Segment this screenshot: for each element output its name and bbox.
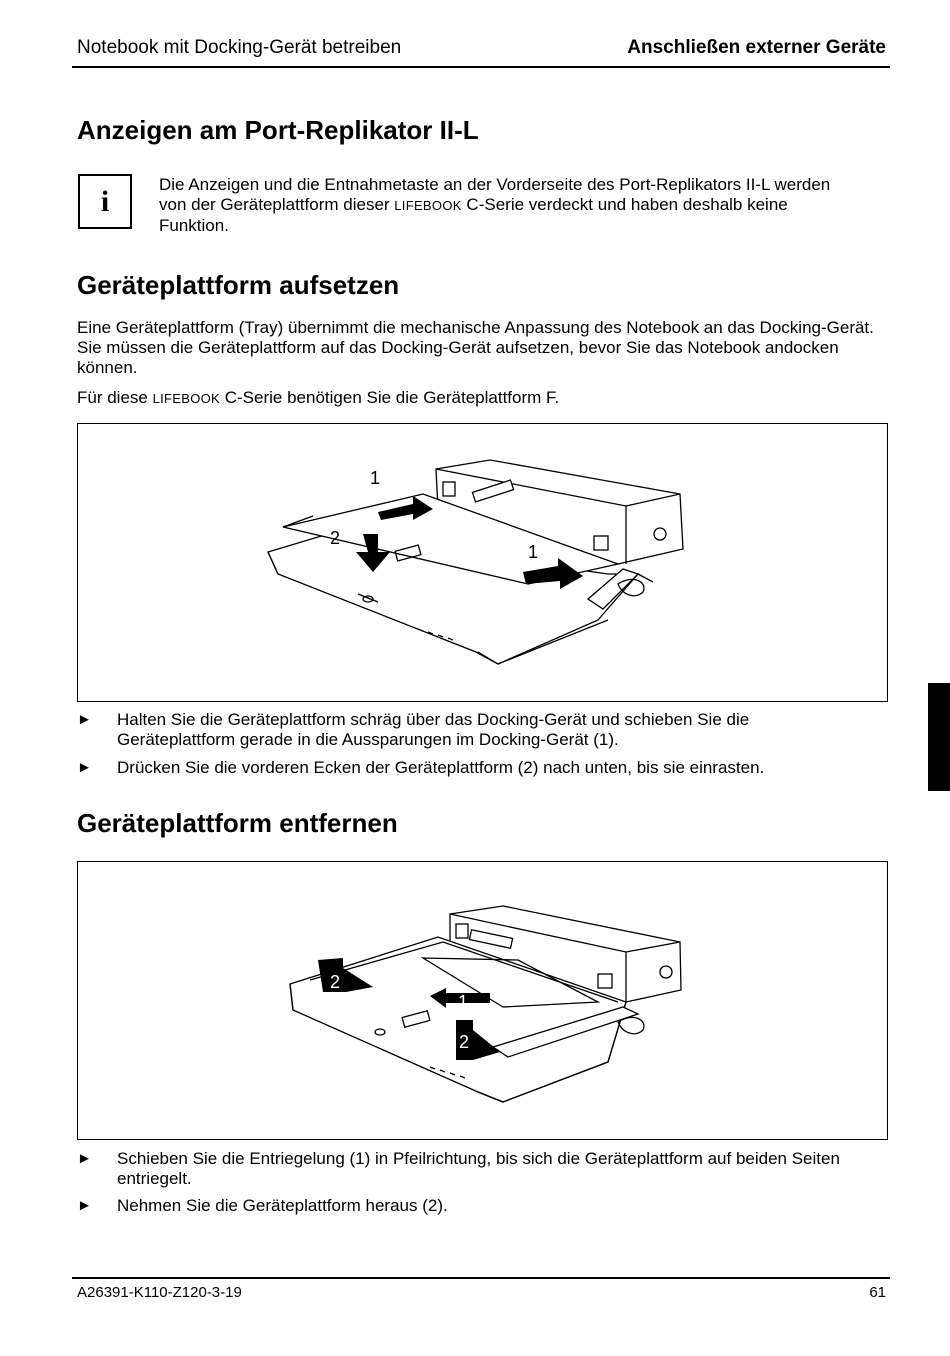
section-title-entfernen: Geräteplattform entfernen bbox=[77, 808, 398, 838]
info-icon bbox=[78, 174, 132, 229]
figure-attach-tray bbox=[77, 423, 888, 702]
page-number: 61 bbox=[869, 1284, 886, 1301]
footer-rule bbox=[72, 1277, 890, 1279]
figure1-label-3: 1 bbox=[528, 542, 539, 562]
instruction-1-text: Halten Sie die Geräteplattform schräg über das Docking-Gerät und schieben Sie die Geräteplattform gerade in die Aussparungen im Docking-Gerät (1). bbox=[117, 710, 750, 749]
chapter-thumb-tab bbox=[928, 683, 950, 791]
info-note-text-2: C-Serie verdeckt und haben deshalb keine Funktion. bbox=[159, 195, 788, 235]
section-title-aufsetzen: Geräteplattform aufsetzen bbox=[77, 270, 400, 300]
running-header-chapter: Notebook mit Docking-Gerät betreiben bbox=[77, 37, 402, 58]
running-header-section: Anschließen externer Geräte bbox=[627, 37, 886, 58]
figure1-label-1: 1 bbox=[370, 468, 381, 488]
paragraph-tray: Eine Geräteplattform (Tray) übernimmt die mechanische Anpassung des Notebook an das Docking-Gerät. Sie müssen die Geräteplattform auf das Docking-Gerät aufsetzen, bevor Sie das Notebook andocken können. bbox=[77, 318, 874, 377]
header-rule bbox=[72, 66, 890, 68]
bullet-arrow: ► bbox=[77, 711, 92, 728]
instruction-3-text: Schieben Sie die Entriegelung (1) in Pfeilrichtung, bis sich die Geräteplattform auf beiden Seiten entriegelt. bbox=[117, 1149, 840, 1188]
info-note bbox=[159, 175, 859, 236]
figure1-label-2: 2 bbox=[330, 528, 341, 548]
illustration-remove-tray bbox=[78, 862, 886, 1138]
instruction-4-text: Nehmen Sie die Geräteplattform heraus (2). bbox=[117, 1196, 448, 1215]
paragraph-tray-type-text-1: Für diese bbox=[77, 388, 153, 407]
info-glyph: i bbox=[100, 184, 110, 218]
info-note-brand: LIFEBOOK bbox=[394, 198, 462, 213]
figure2-label-2: 1 bbox=[458, 992, 469, 1012]
figure-remove-tray bbox=[77, 861, 888, 1140]
figure2-label-1: 2 bbox=[330, 972, 341, 992]
bullet-arrow: ► bbox=[77, 1150, 92, 1167]
paragraph-tray-type-brand: LIFEBOOK bbox=[152, 391, 221, 406]
section-title-anzeigen: Anzeigen am Port-Replikator II-L bbox=[77, 115, 479, 145]
bullet-arrow: ► bbox=[77, 759, 92, 776]
instruction-2-text: Drücken Sie die vorderen Ecken der Geräteplattform (2) nach unten, bis sie einrasten. bbox=[117, 758, 765, 777]
bullet-arrow: ► bbox=[77, 1197, 92, 1214]
document-number: A26391-K110-Z120-3-19 bbox=[77, 1284, 242, 1301]
figure2-label-3: 2 bbox=[459, 1032, 470, 1052]
paragraph-tray-type bbox=[77, 388, 889, 409]
info-note-text-1: Die Anzeigen und die Entnahmetaste an der Vorderseite des Port-Replikators II-L werden von der Geräteplattform dieser bbox=[159, 175, 831, 214]
paragraph-tray-type-text-2: C-Serie benötigen Sie die Geräteplattform F. bbox=[220, 388, 560, 407]
illustration-attach-tray bbox=[78, 424, 886, 700]
